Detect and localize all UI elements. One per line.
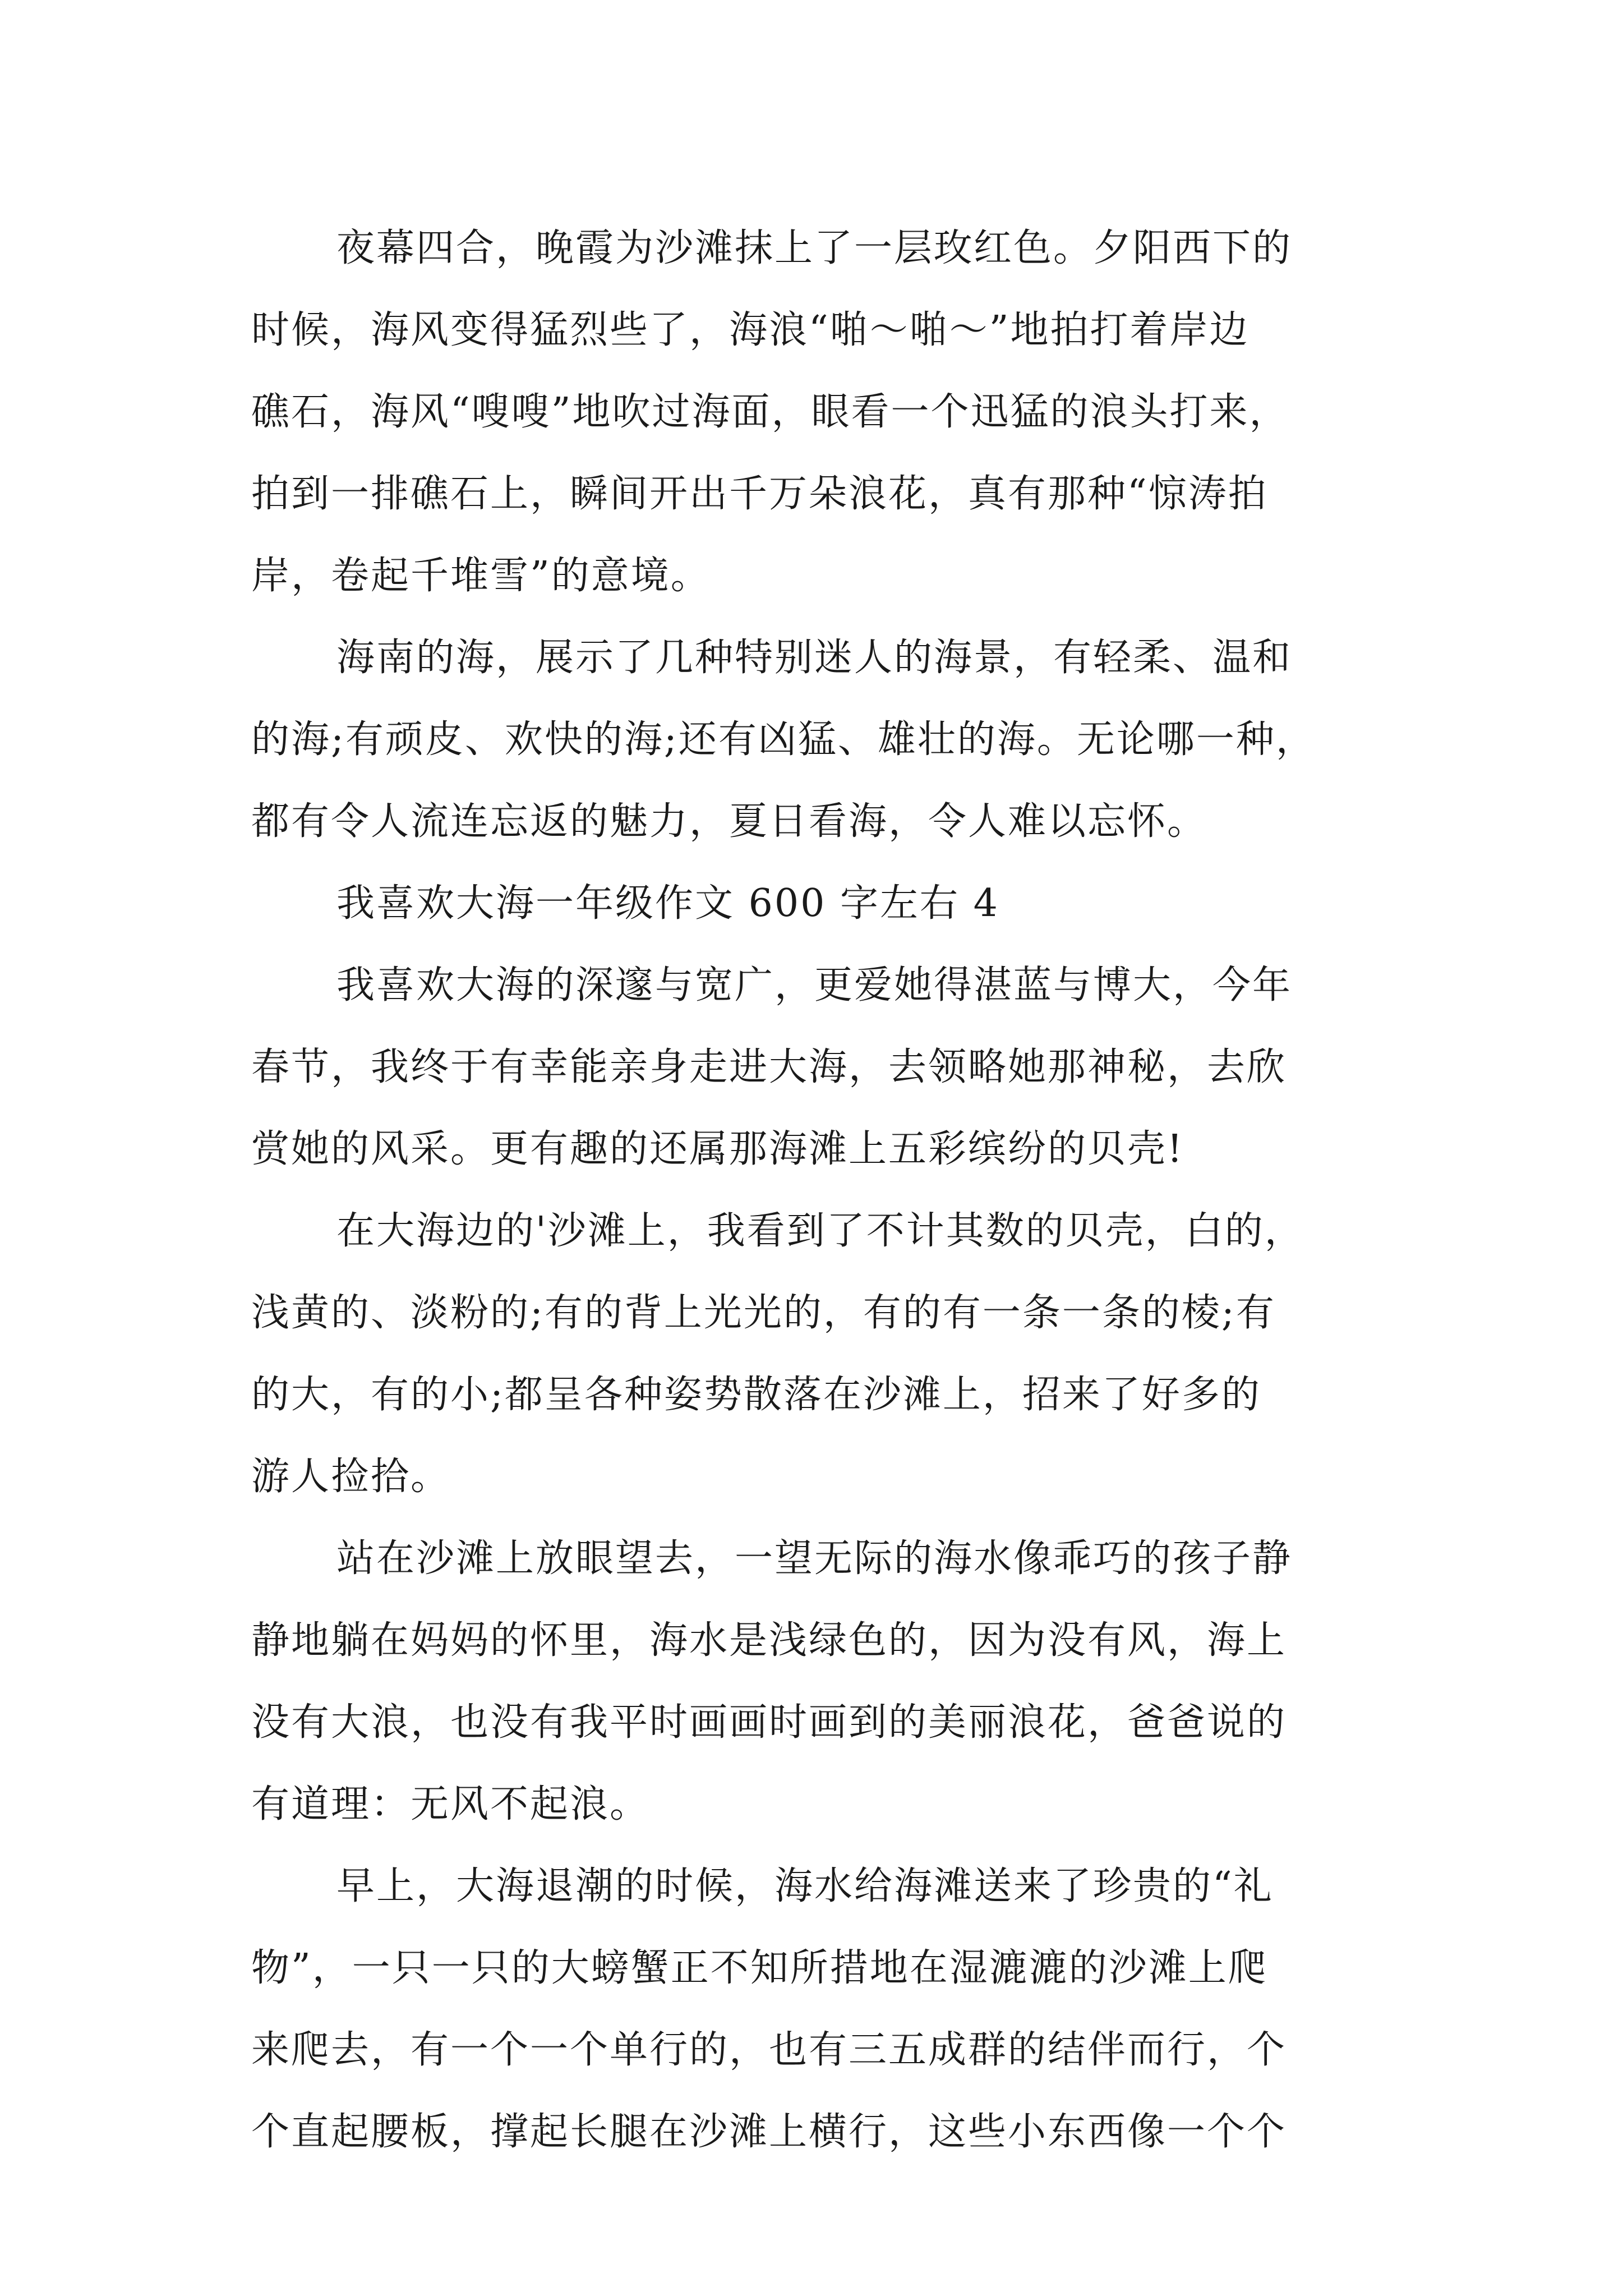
- paragraph-7-line-3: 来爬去，有一个一个单行的，也有三五成群的结伴而行，个: [251, 2028, 1287, 2072]
- paragraph-1-line-3: 礁石，海风“嗖嗖”地吹过海面，眼看一个迅猛的浪头打来，: [251, 390, 1289, 434]
- paragraph-6-line-1: 站在沙滩上放眼望去，一望无际的海水像乖巧的孩子静: [336, 1536, 1293, 1581]
- paragraph-6-line-4: 有道理：无风不起浪。: [251, 1782, 650, 1826]
- paragraph-5-line-1: 在大海边的'沙滩上，我看到了不计其数的贝壳，白的，: [336, 1209, 1304, 1253]
- paragraph-5-line-4: 游人捡拾。: [251, 1455, 451, 1499]
- paragraph-6-line-3: 没有大浪，也没有我平时画画时画到的美丽浪花，爸爸说的: [251, 1700, 1287, 1745]
- paragraph-1-line-1: 夜幕四合，晚霞为沙滩抹上了一层玫红色。夕阳西下的: [336, 226, 1293, 270]
- paragraph-7-line-2: 物”，一只一只的大螃蟹正不知所措地在湿漉漉的沙滩上爬: [251, 1946, 1268, 1990]
- paragraph-4-line-3: 赏她的风采。更有趣的还属那海滩上五彩缤纷的贝壳!: [251, 1127, 1184, 1171]
- paragraph-4-line-2: 春节，我终于有幸能亲身走进大海，去领略她那神秘，去欣: [251, 1045, 1287, 1089]
- paragraph-7-line-1: 早上，大海退潮的时候，海水给海滩送来了珍贵的“礼: [336, 1864, 1274, 1908]
- paragraph-1-line-5: 岸，卷起千堆雪”的意境。: [251, 554, 711, 598]
- paragraph-6-line-2: 静地躺在妈妈的怀里，海水是浅绿色的，因为没有风，海上: [251, 1618, 1287, 1663]
- essay-heading: 我喜欢大海一年级作文 600 字左右 4: [336, 881, 999, 926]
- paragraph-2-line-2: 的海;有顽皮、欢快的海;还有凶猛、雄壮的海。无论哪一种，: [251, 717, 1316, 762]
- paragraph-7-line-4: 个直起腰板，撑起长腿在沙滩上横行，这些小东西像一个个: [251, 2110, 1287, 2154]
- paragraph-1-line-4: 拍到一排礁石上，瞬间开出千万朵浪花，真有那种“惊涛拍: [251, 472, 1268, 516]
- paragraph-5-line-3: 的大，有的小;都呈各种姿势散落在沙滩上，招来了好多的: [251, 1373, 1261, 1417]
- paragraph-4-line-1: 我喜欢大海的深邃与宽广，更爱她得湛蓝与博大，今年: [336, 963, 1293, 1007]
- paragraph-5-line-2: 浅黄的、淡粉的;有的背上光光的，有的有一条一条的棱;有: [251, 1291, 1276, 1335]
- paragraph-2-line-1: 海南的海，展示了几种特别迷人的海景，有轻柔、温和: [336, 636, 1293, 680]
- paragraph-1-line-2: 时候，海风变得猛烈些了，海浪“啪～啪～”地拍打着岸边: [251, 308, 1249, 352]
- paragraph-2-line-3: 都有令人流连忘返的魅力，夏日看海，令人难以忘怀。: [251, 799, 1207, 844]
